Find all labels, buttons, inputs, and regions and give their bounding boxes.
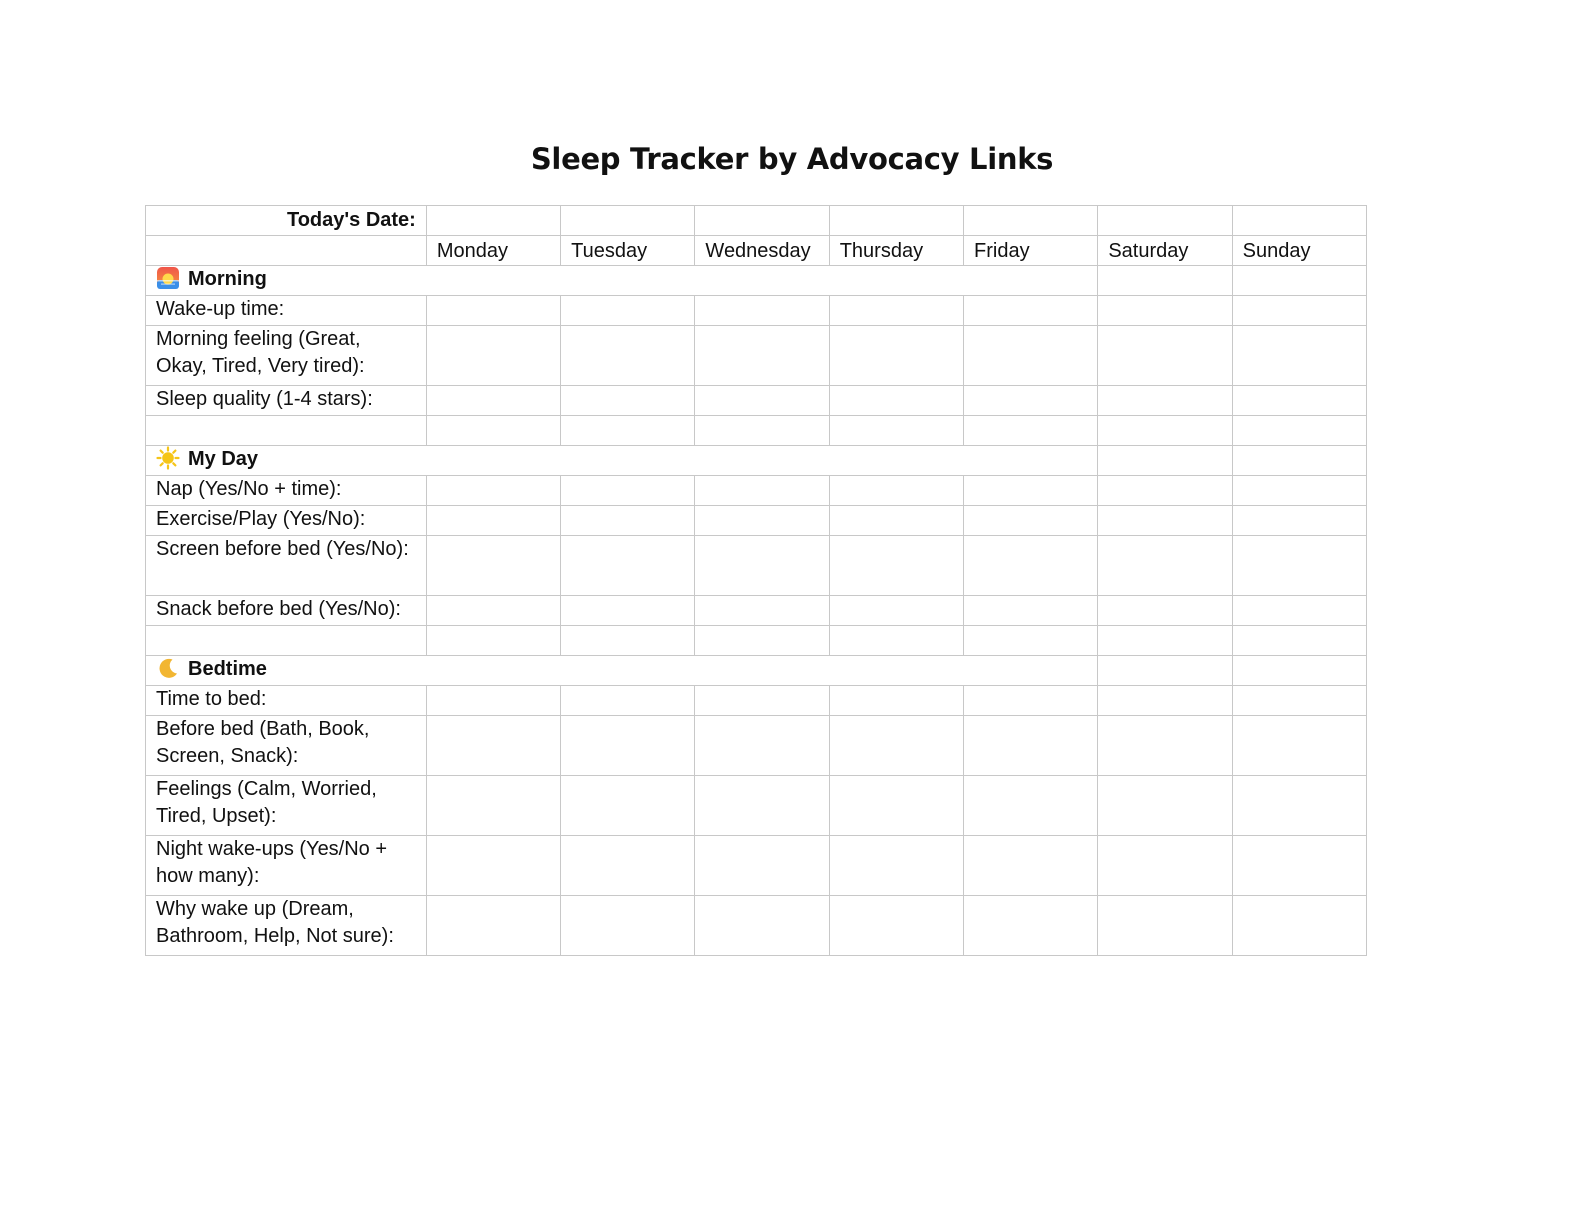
date-input-friday[interactable]	[964, 206, 1098, 236]
entry-cell[interactable]	[964, 476, 1098, 506]
entry-cell[interactable]	[1098, 776, 1232, 836]
entry-cell[interactable]	[695, 296, 829, 326]
entry-cell[interactable]	[426, 596, 560, 626]
entry-cell[interactable]	[1098, 686, 1232, 716]
row-label: Time to bed:	[146, 686, 427, 716]
entry-cell[interactable]	[1098, 626, 1232, 656]
entry-cell[interactable]	[1098, 476, 1232, 506]
date-input-sunday[interactable]	[1232, 206, 1366, 236]
entry-cell[interactable]	[829, 776, 963, 836]
day-header-saturday: Saturday	[1098, 236, 1232, 266]
cell[interactable]	[1232, 656, 1366, 686]
entry-cell[interactable]	[1232, 896, 1366, 956]
entry-cell[interactable]	[1232, 506, 1366, 536]
entry-cell[interactable]	[695, 626, 829, 656]
section-header-my-day	[146, 446, 1098, 476]
entry-cell[interactable]	[829, 416, 963, 446]
entry-cell[interactable]	[1098, 536, 1232, 596]
entry-cell[interactable]	[1232, 776, 1366, 836]
entry-cell[interactable]	[964, 536, 1098, 596]
row-label: Wake-up time:	[146, 296, 427, 326]
entry-cell[interactable]	[829, 386, 963, 416]
entry-cell[interactable]	[695, 836, 829, 896]
entry-cell[interactable]	[829, 896, 963, 956]
entry-cell[interactable]	[964, 686, 1098, 716]
entry-cell[interactable]	[1232, 686, 1366, 716]
entry-cell[interactable]	[964, 836, 1098, 896]
entry-cell[interactable]	[964, 716, 1098, 776]
entry-cell[interactable]	[561, 836, 695, 896]
entry-cell[interactable]	[426, 686, 560, 716]
entry-cell[interactable]	[1098, 296, 1232, 326]
row-why-wake-up	[146, 896, 1367, 956]
entry-cell[interactable]	[1098, 386, 1232, 416]
entry-cell[interactable]	[829, 536, 963, 596]
sun-icon	[156, 446, 180, 470]
entry-cell[interactable]	[829, 596, 963, 626]
section-header-bedtime	[146, 656, 1098, 686]
entry-cell[interactable]	[829, 626, 963, 656]
section-row-bedtime	[146, 656, 1367, 686]
date-input-thursday[interactable]	[829, 206, 963, 236]
entry-cell[interactable]	[561, 386, 695, 416]
entry-cell[interactable]	[695, 476, 829, 506]
entry-cell[interactable]	[964, 626, 1098, 656]
entry-cell[interactable]	[829, 326, 963, 386]
entry-cell[interactable]	[964, 896, 1098, 956]
day-header-monday: Monday	[426, 236, 560, 266]
entry-cell[interactable]	[695, 896, 829, 956]
entry-cell[interactable]	[426, 386, 560, 416]
entry-cell[interactable]	[695, 326, 829, 386]
entry-cell[interactable]	[561, 416, 695, 446]
entry-cell[interactable]	[426, 326, 560, 386]
row-label: Before bed (Bath, Book, Screen, Snack):	[146, 716, 427, 776]
date-label: Today's Date:	[146, 206, 427, 236]
row-night-wake-ups	[146, 836, 1367, 896]
section-title-my-day: My Day	[188, 448, 259, 470]
entry-cell[interactable]	[1098, 596, 1232, 626]
entry-cell[interactable]	[964, 416, 1098, 446]
entry-cell[interactable]	[964, 386, 1098, 416]
day-header-thursday: Thursday	[829, 236, 963, 266]
entry-cell[interactable]	[695, 776, 829, 836]
date-input-wednesday[interactable]	[695, 206, 829, 236]
cell[interactable]	[1098, 266, 1232, 296]
row-label: Why wake up (Dream, Bathroom, Help, Not sure):	[146, 896, 427, 956]
date-input-monday[interactable]	[426, 206, 560, 236]
entry-cell[interactable]	[964, 776, 1098, 836]
entry-cell[interactable]	[829, 506, 963, 536]
row-time-to-bed	[146, 686, 1367, 716]
sleep-tracker-table	[145, 205, 1367, 956]
entry-cell[interactable]	[1232, 416, 1366, 446]
entry-cell[interactable]	[426, 716, 560, 776]
entry-cell[interactable]	[829, 686, 963, 716]
entry-cell[interactable]	[561, 476, 695, 506]
entry-cell[interactable]	[426, 476, 560, 506]
entry-cell[interactable]	[426, 506, 560, 536]
cell[interactable]	[1098, 656, 1232, 686]
entry-cell[interactable]	[561, 596, 695, 626]
day-header-tuesday: Tuesday	[561, 236, 695, 266]
entry-cell[interactable]	[1232, 536, 1366, 596]
entry-cell[interactable]	[695, 536, 829, 596]
entry-cell[interactable]	[1232, 716, 1366, 776]
entry-cell[interactable]	[1098, 506, 1232, 536]
day-header-row	[146, 236, 1367, 266]
crescent-moon-icon	[156, 656, 180, 680]
row-label: Exercise/Play (Yes/No):	[146, 506, 427, 536]
header-blank	[146, 236, 427, 266]
section-header-morning	[146, 266, 1098, 296]
entry-cell[interactable]	[561, 896, 695, 956]
entry-cell[interactable]	[695, 596, 829, 626]
row-before-bed	[146, 716, 1367, 776]
entry-cell[interactable]	[426, 626, 560, 656]
row-snack-before-bed	[146, 596, 1367, 626]
row-wake-up-time	[146, 296, 1367, 326]
row-label: Morning feeling (Great, Okay, Tired, Very tired):	[146, 326, 427, 386]
entry-cell[interactable]	[829, 476, 963, 506]
entry-cell[interactable]	[1098, 836, 1232, 896]
entry-cell[interactable]	[964, 326, 1098, 386]
entry-cell[interactable]	[964, 296, 1098, 326]
entry-cell[interactable]	[561, 716, 695, 776]
row-nap	[146, 476, 1367, 506]
entry-cell[interactable]	[561, 626, 695, 656]
entry-cell[interactable]	[561, 296, 695, 326]
row-spacer	[146, 626, 1367, 656]
cell[interactable]	[1232, 266, 1366, 296]
entry-cell[interactable]	[426, 896, 560, 956]
row-label: Snack before bed (Yes/No):	[146, 596, 427, 626]
entry-cell[interactable]	[695, 386, 829, 416]
entry-cell[interactable]	[1232, 596, 1366, 626]
entry-cell[interactable]	[426, 776, 560, 836]
row-sleep-quality	[146, 386, 1367, 416]
entry-cell[interactable]	[695, 506, 829, 536]
entry-cell[interactable]	[1232, 296, 1366, 326]
entry-cell[interactable]	[1098, 326, 1232, 386]
entry-cell[interactable]	[1098, 716, 1232, 776]
entry-cell[interactable]	[426, 836, 560, 896]
cell[interactable]	[1098, 446, 1232, 476]
entry-cell[interactable]	[1232, 476, 1366, 506]
entry-cell[interactable]	[1232, 326, 1366, 386]
day-header-sunday: Sunday	[1232, 236, 1366, 266]
row-label: Feelings (Calm, Worried, Tired, Upset):	[146, 776, 427, 836]
row-label	[146, 626, 427, 656]
day-header-friday: Friday	[964, 236, 1098, 266]
section-row-my-day	[146, 446, 1367, 476]
entry-cell[interactable]	[561, 536, 695, 596]
page-title: Sleep Tracker by Advocacy Links	[530, 142, 1054, 176]
row-label: Night wake-ups (Yes/No + how many):	[146, 836, 427, 896]
entry-cell[interactable]	[695, 686, 829, 716]
entry-cell[interactable]	[964, 596, 1098, 626]
entry-cell[interactable]	[1232, 836, 1366, 896]
entry-cell[interactable]	[561, 686, 695, 716]
date-input-tuesday[interactable]	[561, 206, 695, 236]
entry-cell[interactable]	[964, 506, 1098, 536]
entry-cell[interactable]	[695, 716, 829, 776]
entry-cell[interactable]	[829, 296, 963, 326]
entry-cell[interactable]	[829, 716, 963, 776]
section-title-bedtime: Bedtime	[188, 658, 267, 680]
entry-cell[interactable]	[695, 416, 829, 446]
row-label	[146, 416, 427, 446]
section-title-morning: Morning	[188, 268, 267, 290]
date-input-saturday[interactable]	[1098, 206, 1232, 236]
row-morning-feeling	[146, 326, 1367, 386]
entry-cell[interactable]	[1232, 386, 1366, 416]
entry-cell[interactable]	[426, 296, 560, 326]
date-row	[146, 206, 1367, 236]
entry-cell[interactable]	[829, 836, 963, 896]
entry-cell[interactable]	[561, 776, 695, 836]
entry-cell[interactable]	[426, 536, 560, 596]
row-feelings	[146, 776, 1367, 836]
row-screen-before-bed	[146, 536, 1367, 596]
cell[interactable]	[1232, 446, 1366, 476]
section-row-morning	[146, 266, 1367, 296]
day-header-wednesday: Wednesday	[695, 236, 829, 266]
row-label: Sleep quality (1-4 stars):	[146, 386, 427, 416]
entry-cell[interactable]	[561, 326, 695, 386]
entry-cell[interactable]	[1098, 416, 1232, 446]
row-label: Nap (Yes/No + time):	[146, 476, 427, 506]
sunrise-icon	[156, 266, 180, 290]
row-exercise	[146, 506, 1367, 536]
row-label: Screen before bed (Yes/No):	[146, 536, 427, 596]
entry-cell[interactable]	[561, 506, 695, 536]
entry-cell[interactable]	[426, 416, 560, 446]
row-spacer	[146, 416, 1367, 446]
entry-cell[interactable]	[1098, 896, 1232, 956]
entry-cell[interactable]	[1232, 626, 1366, 656]
